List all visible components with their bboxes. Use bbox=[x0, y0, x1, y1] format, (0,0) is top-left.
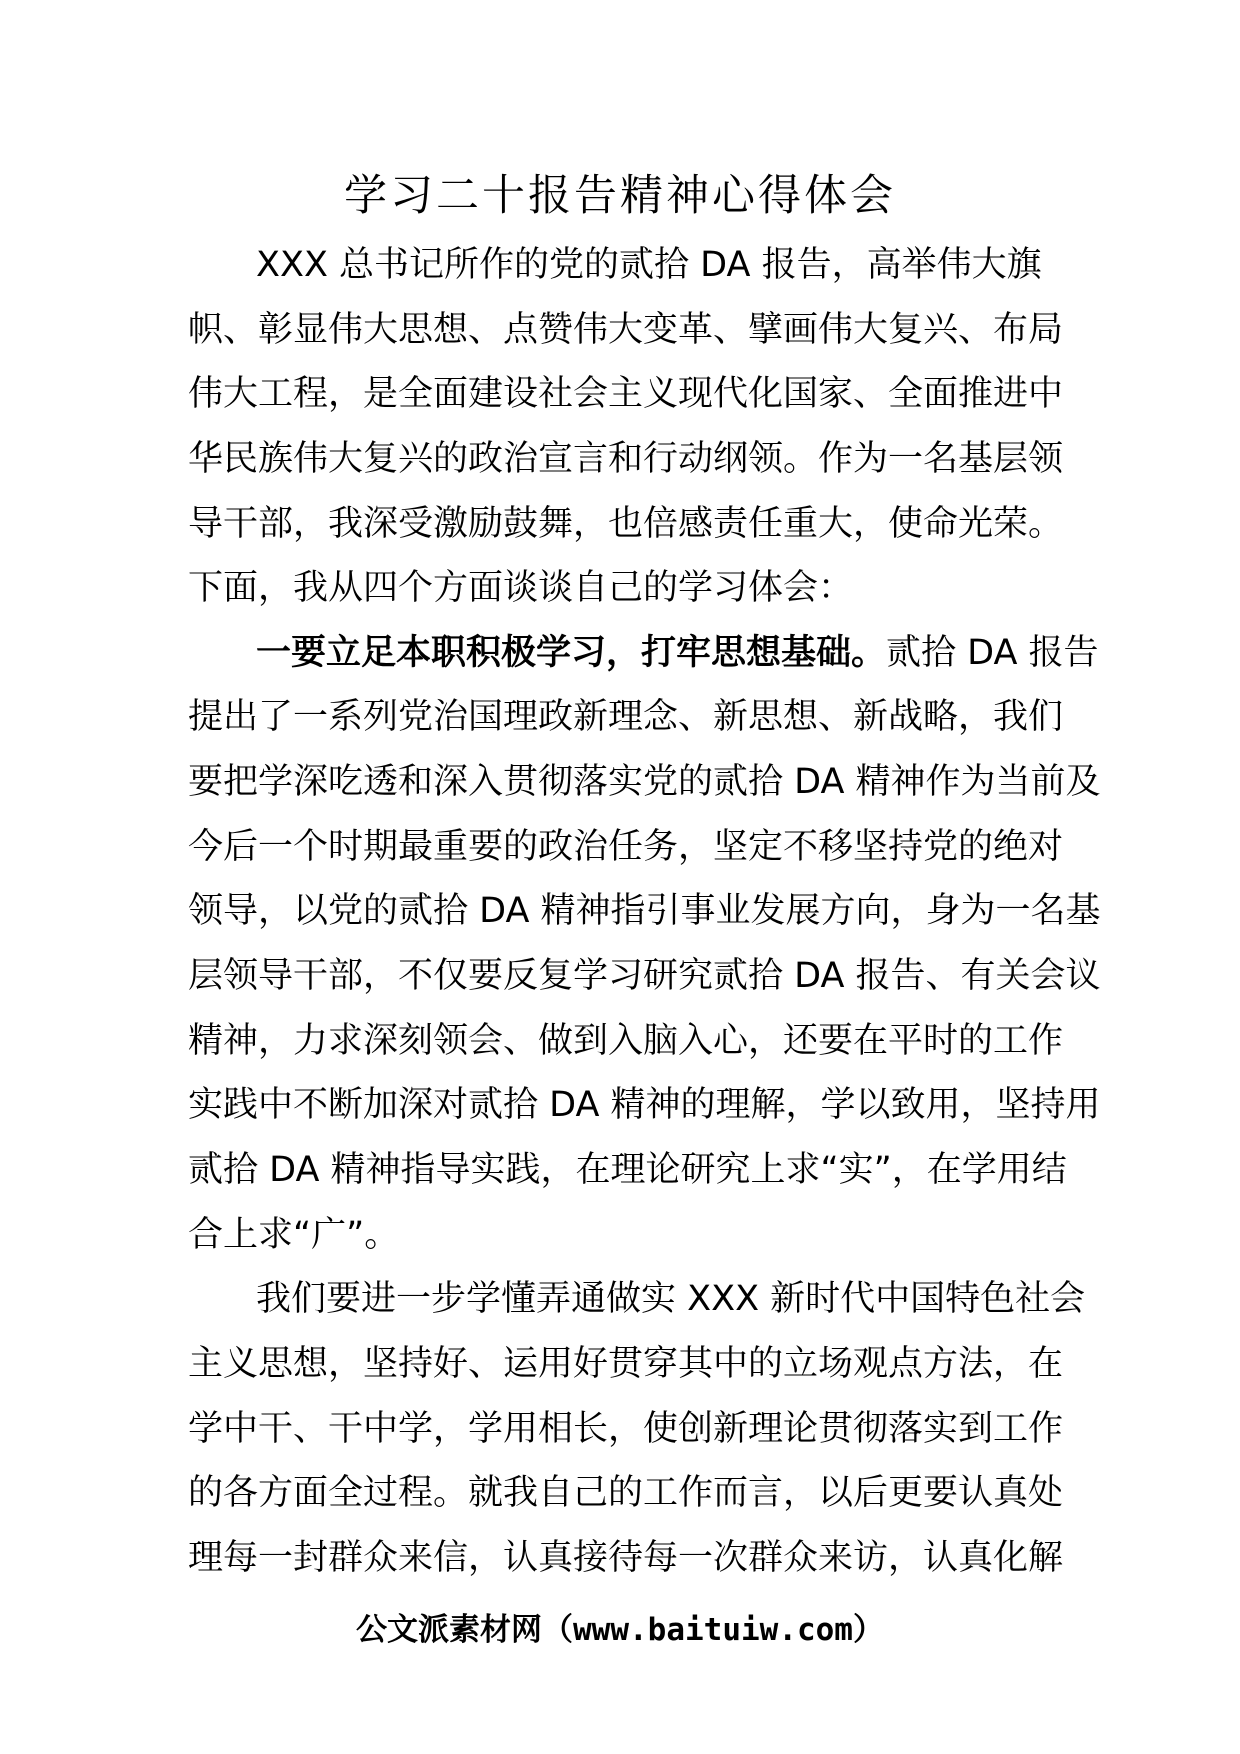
body-line: 主义思想，坚持好、运用好贯穿其中的立场观点方法，在 bbox=[188, 1343, 1064, 1384]
body-line: 导干部，我深受激励鼓舞，也倍感责任重大，使命光荣。 bbox=[188, 503, 1064, 544]
body-line bbox=[188, 621, 1099, 686]
page-footer bbox=[0, 1608, 1240, 1652]
body-line: 贰拾 DA 精神指导实践，在理论研究上求“实”，在学用结 bbox=[188, 1149, 1067, 1190]
body-line: 下面，我从四个方面谈谈自己的学习体会： bbox=[188, 568, 854, 609]
body-line: 实践中不断加深对贰拾 DA 精神的理解，学以致用，坚持用 bbox=[188, 1085, 1101, 1126]
body-line: 学中干、干中学，学用相长，使创新理论贯彻落实到工作 bbox=[188, 1408, 1064, 1449]
body-line: 我们要进一步学懂弄通做实 XXX 新时代中国特色社会 bbox=[256, 1279, 1086, 1320]
body-line: 的各方面全过程。就我自己的工作而言，以后更要认真处 bbox=[188, 1473, 1064, 1514]
body-line: 今后一个时期最重要的政治任务，坚定不移坚持党的绝对 bbox=[188, 826, 1064, 867]
body-line: 领导，以党的贰拾 DA 精神指引事业发展方向，身为一名基 bbox=[188, 891, 1101, 932]
body-line: 提出了一系列党治国理政新理念、新思想、新战略，我们 bbox=[188, 697, 1064, 738]
body-line: 要把学深吃透和深入贯彻落实党的贰拾 DA 精神作为当前及 bbox=[188, 762, 1101, 803]
body-line: 帜、彰显伟大思想、点赞伟大变革、擘画伟大复兴、布局 bbox=[188, 309, 1064, 350]
document-title: 学习二十报告精神心得体会 bbox=[344, 171, 896, 221]
footer-site-name: 公文派素材网 bbox=[356, 1612, 543, 1648]
body-line: 伟大工程，是全面建设社会主义现代化国家、全面推进中 bbox=[188, 374, 1064, 415]
body-line: XXX 总书记所作的党的贰拾 DA 报告，高举伟大旗 bbox=[256, 245, 1042, 285]
body-line: 精神，力求深刻领会、做到入脑入心，还要在平时的工作 bbox=[188, 1020, 1064, 1061]
body-line: 层领导干部，不仅要反复学习研究贰拾 DA 报告、有关会议 bbox=[188, 956, 1101, 997]
body-line: 理每一封群众来信，认真接待每一次群众来访，认真化解 bbox=[188, 1537, 1064, 1578]
section-heading: 一要立足本职积极学习，打牢思想基础。 bbox=[256, 632, 887, 673]
document-body bbox=[188, 233, 1101, 1590]
body-text: 贰拾 DA 报告 bbox=[886, 632, 1099, 673]
footer-url: （www.baituiw.com） bbox=[542, 1612, 884, 1648]
body-line: 合上求“广”。 bbox=[188, 1214, 400, 1255]
body-line: 华民族伟大复兴的政治宣言和行动纲领。作为一名基层领 bbox=[188, 438, 1064, 479]
